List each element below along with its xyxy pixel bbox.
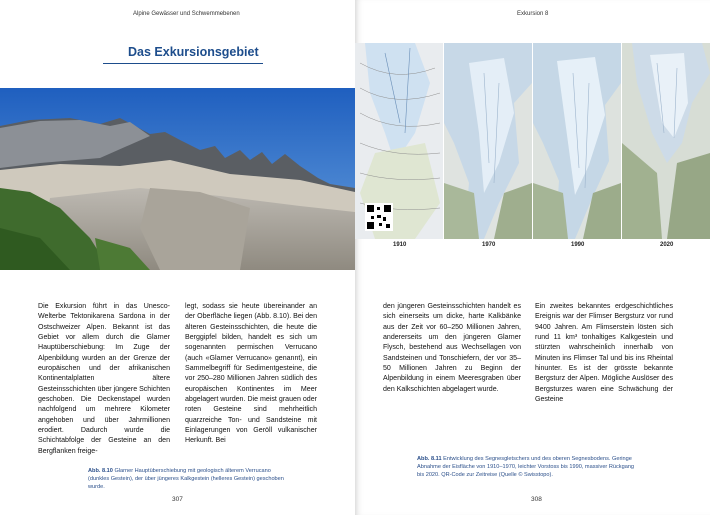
right-page <box>355 0 710 515</box>
left-column-2: legt, sodass sie heute übereinander an der Oberfläche liegen (Abb. 8.10). Bei den älteren Gesteinsschichten, die heute die Berggipfel bilden, handelt es sich um sogenannten permischen Verrucano (auch «Glarner Verrucano» genannt), ein Sammelbegriff für Sedimentgesteine, die vor 250–280 Millionen Jahren südlich des europäischen Kontinentes im Meer abgelagert wurden. Die meist grauen oder roten Gesteine sind mehrheitlich quarzreiche Ton- und Sandsteine mit Einlagerungen von Geröll vulkanischer Herkunft. Bei <box>185 303 318 445</box>
title-underline <box>103 63 263 64</box>
map-2020 <box>622 43 710 239</box>
left-column-1: Die Exkursion führt in das Unesco-Welterbe Tektonikarena Sardona in der Ostschweizer Alpen. Bekannt ist das Gebiet vor allem durch die Glarner Hauptüberschiebung: Im Zuge der Alpenbildung wurden an der Grenze der europäischen und der afrikanischen Kontinentalplatten ältere Gesteinsschichten über jüngere Schichten geschoben. Die Deckenstapel wurden nachfolgend um mehrere Kilometer angehoben und über Jahrmillionen erodiert. Dadurch wurde die Schichtabfolge der Gesteine an den Bergflanken freige- <box>38 303 171 455</box>
section-title: Das Exkursionsgebiet <box>128 45 259 59</box>
page-number-right: 308 <box>531 496 542 503</box>
caption-text: Glarner Hauptüberschiebung mit geologisch älterem Verrucano (dunkles Gestein), der über jüngeres Kalkgestein (helleres Gestein) geschoben wurde. <box>88 468 284 490</box>
running-title-left: Alpine Gewässer und Schwemmebenen <box>133 11 240 17</box>
right-column-1: den jüngeren Gesteinsschichten handelt es sich einerseits um dicke, harte Kalkbänke aus der Zeit vor 60–250 Millionen Jahren, andererseits um den jüngeren Glarner Flysch, bestehend aus Wechsellagen von Sandsteinen und Tonschiefern, der vor 35–50 Millionen Jahren zu Beginn der Alpenbildung in einem Meeresgraben über den Kalkschichten abgelagert wurde. <box>383 303 521 393</box>
year-label-1970: 1970 <box>482 242 496 248</box>
page-number-left: 307 <box>172 496 183 503</box>
caption-label: Abb. 8.10 <box>88 468 113 474</box>
caption-fig-8-11 <box>417 455 635 479</box>
map-1990 <box>533 43 621 239</box>
caption-text: Entwicklung des Segnesgletschers und des oberen Segnesbodens. Geringe Abnahme der Eisfläche von 1910–1970, leichter Vorstoss bis 1990, massiver Rückgang bis 2020. QR-Code zur Zeitreise (Quelle © Swisstopo). <box>417 456 635 478</box>
year-label-1910: 1910 <box>393 242 407 248</box>
running-title-right: Exkursion 8 <box>517 11 549 17</box>
map-1910 <box>355 43 443 239</box>
glacier-map-series <box>355 43 710 239</box>
year-label-1990: 1990 <box>571 242 585 248</box>
right-column-2: Ein zweites bekanntes erdgeschichtliches Ereignis war der Flimser Bergsturz vor rund 9400 Jahren. Am Flimserstein lösten sich rund 11 km³ tonhaltiges Kalkgestein und stürzten wahrscheinlich innerhalb von Minuten ins Flimser Tal und bis ins Rheintal hinunter. Es ist der grösste bekannte Bergsturz der Alpen. Mögliche Auslöser des Bergsturzes waren eine Schwächung der Gesteine <box>535 303 673 404</box>
map-1970 <box>444 43 532 239</box>
year-label-2020: 2020 <box>660 242 674 248</box>
caption-fig-8-10 <box>88 467 293 491</box>
caption-label: Abb. 8.11 <box>417 456 442 462</box>
mountain-photo <box>0 88 355 270</box>
